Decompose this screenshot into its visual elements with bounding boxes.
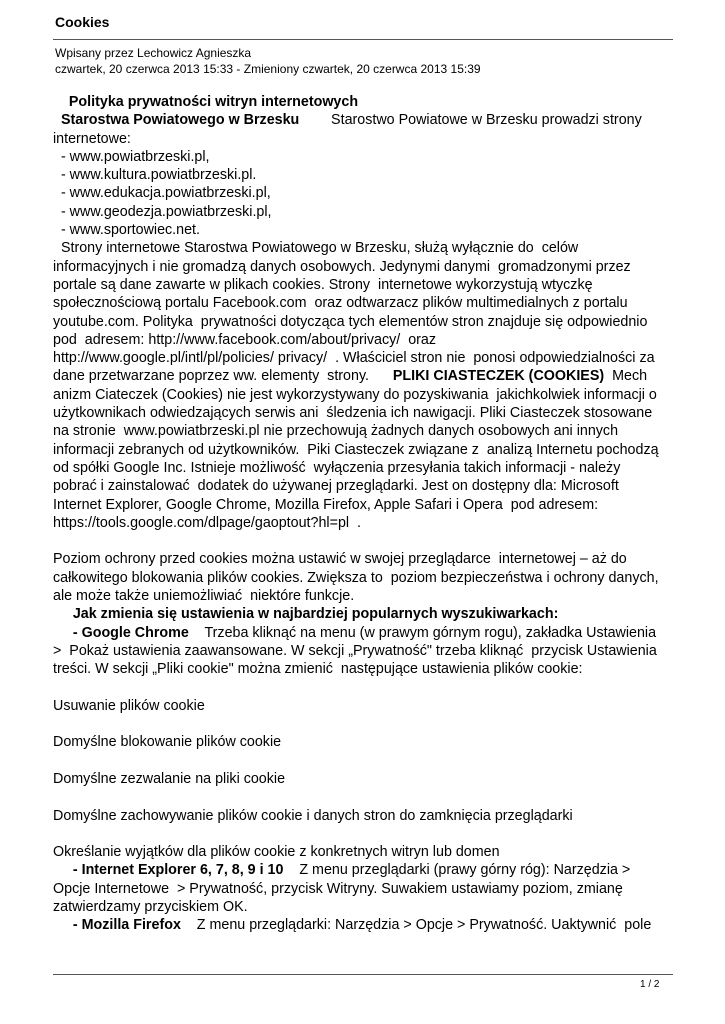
article-body: [53, 93, 677, 935]
body-text: całkowitego blokowania plików cookies. Zwiększa to poziom bezpieczeństwa i ochrony danych,: [53, 569, 659, 586]
body-text: internetowe:: [53, 130, 131, 147]
body-text: informacji zebranych od użytkowników. Piki Ciasteczek związane z analizą Internetu pochodzą: [53, 441, 659, 458]
body-text: Internet Explorer, Google Chrome, Mozilla Firefox, Apple Safari i Opera pod adresem:: [53, 496, 599, 513]
page-number: 1 / 2: [640, 979, 660, 990]
body-text: Z menu przeglądarki: Narzędzia > Opcje > Prywatność. Uaktywnić pole: [180, 917, 652, 934]
body-text: Starostwo Powiatowe w Brzesku prowadzi strony: [299, 112, 642, 129]
text-line: [53, 221, 677, 239]
body-text: pod adresem: http://www.facebook.com/about/privacy/ oraz: [53, 331, 437, 348]
blank-line: [53, 752, 677, 770]
body-text: dane przetwarzane poprzez ww. elementy strony.: [53, 368, 393, 385]
bold-text: - Mozilla Firefox: [53, 917, 181, 934]
blank-line: [53, 715, 677, 733]
body-text: Strony internetowe Starostwa Powiatowego w Brzesku, służą wyłącznie do celów: [53, 240, 579, 257]
text-line: [53, 294, 677, 312]
bold-text: Jak zmienia się ustawienia w najbardziej popularnych wyszukiwarkach:: [53, 606, 559, 623]
body-text: zatwierdzamy przyciskiem OK.: [53, 899, 248, 916]
text-line: [53, 459, 677, 477]
body-text: - www.geodezja.powiatbrzeski.pl,: [53, 203, 272, 220]
body-text: Domyślne zezwalanie na pliki cookie: [53, 770, 286, 787]
text-line: [53, 733, 677, 751]
text-line: [53, 569, 677, 587]
body-text: Opcje Internetowe > Prywatność, przycisk Witryny. Suwakiem ustawiamy poziom, zmianę: [53, 880, 623, 897]
body-text: - www.kultura.powiatbrzeski.pl.: [53, 167, 257, 184]
body-text: - www.sportowiec.net.: [53, 222, 200, 239]
text-line: [53, 496, 677, 514]
text-line: [53, 130, 677, 148]
body-text: Poziom ochrony przed cookies można ustawić w swojej przeglądarce internetowej – aż do: [53, 551, 627, 568]
body-text: > Pokaż ustawienia zaawansowane. W sekcji „Prywatność" trzeba kliknąć przycisk Ustawienia: [53, 642, 657, 659]
body-text: - www.edukacja.powiatbrzeski.pl,: [53, 185, 271, 202]
text-line: [53, 880, 677, 898]
text-line: [53, 916, 677, 934]
body-text: Określanie wyjątków dla plików cookie z konkretnych witryn lub domen: [53, 844, 500, 861]
bold-text: Starostwa Powiatowego w Brzesku: [53, 112, 300, 129]
body-text: użytkownikach odwiedzających serwis ani śledzenia ich nawigacji. Pliki Ciasteczek stosowane: [53, 405, 653, 422]
body-text: anizm Ciateczek (Cookies) nie jest wykorzystywany do pozyskiwania jakichkolwiek informacji o: [53, 386, 657, 403]
text-line: [53, 843, 677, 861]
text-line: [53, 184, 677, 202]
text-line: [53, 807, 677, 825]
document-title: Cookies: [55, 14, 110, 30]
text-line: [53, 111, 677, 129]
text-line: [53, 587, 677, 605]
text-line: [53, 770, 677, 788]
text-line: [53, 861, 677, 879]
body-text: http://www.google.pl/intl/pl/policies/ privacy/ . Właściciel stron nie ponosi odpowiedzialności za: [53, 350, 655, 367]
text-line: [53, 367, 677, 385]
body-text: youtube.com. Polityka prywatności dotycząca tych elementów stron znajduje się odpowiednio: [53, 313, 648, 330]
body-text: https://tools.google.com/dlpage/gaoptout?hl=pl .: [53, 514, 361, 531]
bold-text: PLIKI CIASTECZEK (COOKIES): [392, 368, 605, 385]
bold-text: - Google Chrome: [53, 624, 189, 641]
text-line: [53, 550, 677, 568]
blank-line: [53, 825, 677, 843]
bold-text: Polityka prywatności witryn internetowych: [53, 94, 359, 110]
body-text: ale może także uniemożliwiać niektóre funkcje.: [53, 588, 355, 605]
text-line: [53, 239, 677, 257]
footer-divider: [53, 974, 673, 975]
text-line: [53, 349, 677, 367]
body-text: treści. W sekcji „Pliki cookie" można zmienić następujące ustawienia plików cookie:: [53, 661, 583, 678]
body-text: Mech: [604, 368, 648, 385]
bold-text: - Internet Explorer 6, 7, 8, 9 i 10: [53, 862, 284, 879]
text-line: [53, 203, 677, 221]
body-text: od spółki Google Inc. Istnieje możliwość wyłączenia przesyłania takich informacji - należy: [53, 459, 621, 476]
text-line: [53, 605, 677, 623]
body-text: społecznościową portalu Facebook.com oraz odtwarzacz plików multimedialnych z portalu: [53, 295, 628, 312]
text-line: [53, 642, 677, 660]
text-line: [53, 422, 677, 440]
text-line: [53, 514, 677, 532]
text-line: [53, 624, 677, 642]
text-line: [53, 477, 677, 495]
body-text: pobrać i zainstalować dodatek do używanej przeglądarki. Jest on dostępny dla: Microsoft: [53, 478, 619, 495]
body-text: Z menu przeglądarki (prawy górny róg): Narzędzia >: [283, 862, 631, 879]
text-line: [53, 93, 677, 111]
author-line: Wpisany przez Lechowicz Agnieszka: [55, 46, 252, 60]
date-line: czwartek, 20 czerwca 2013 15:33 - Zmieniony czwartek, 20 czerwca 2013 15:39: [55, 62, 481, 76]
body-text: na stronie www.powiatbrzeski.pl nie przechowują żadnych danych osobowych ani innych: [53, 423, 619, 440]
body-text: Domyślne zachowywanie plików cookie i danych stron do zamknięcia przeglądarki: [53, 807, 573, 824]
text-line: [53, 898, 677, 916]
body-text: informacyjnych i nie gromadzą danych osobowych. Jedynymi danymi gromadzonymi przez: [53, 258, 631, 275]
text-line: [53, 441, 677, 459]
body-text: Usuwanie plików cookie: [53, 697, 205, 714]
text-line: [53, 404, 677, 422]
text-line: [53, 697, 677, 715]
text-line: [53, 331, 677, 349]
article-meta: [55, 45, 481, 77]
text-line: [53, 276, 677, 294]
body-text: Domyślne blokowanie plików cookie: [53, 734, 282, 751]
text-line: [53, 166, 677, 184]
blank-line: [53, 532, 677, 550]
body-text: portale są dane zawarte w plikach cookies. Strony internetowe wykorzystują wtyczkę: [53, 276, 593, 293]
text-line: [53, 258, 677, 276]
blank-line: [53, 788, 677, 806]
text-line: [53, 148, 677, 166]
body-text: - www.powiatbrzeski.pl,: [53, 148, 210, 165]
blank-line: [53, 679, 677, 697]
text-line: [53, 386, 677, 404]
header-divider: [53, 39, 673, 40]
body-text: Trzeba kliknąć na menu (w prawym górnym rogu), zakładka Ustawienia: [188, 624, 657, 641]
text-line: [53, 660, 677, 678]
text-line: [53, 313, 677, 331]
